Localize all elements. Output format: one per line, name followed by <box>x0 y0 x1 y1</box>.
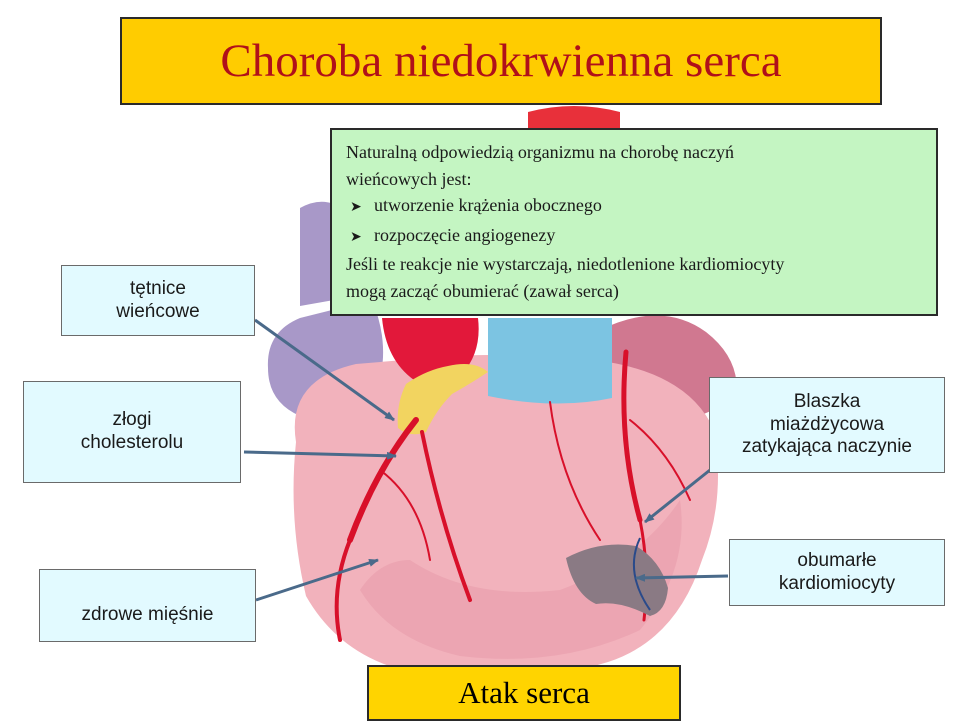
label-line: tętnice <box>130 277 186 299</box>
title-box <box>120 17 882 105</box>
label-line: obumarłe <box>797 549 877 571</box>
aorta <box>488 318 612 404</box>
label-healthy-muscle <box>39 569 256 642</box>
label-line: zdrowe mięśnie <box>81 604 214 626</box>
bullet-text: utworzenie krążenia obocznego <box>374 195 602 215</box>
label-line: kardiomiocyty <box>778 572 896 594</box>
label-line: zatykająca naczynie <box>741 436 913 458</box>
label-coronary-arteries <box>61 265 255 336</box>
slide-title: Choroba niedokrwienna serca <box>220 34 782 87</box>
label-line: cholesterolu <box>80 432 184 453</box>
info-line-2: wieńcowych jest: <box>346 168 472 189</box>
info-box <box>330 128 938 316</box>
label-line: miażdżycowa <box>769 413 885 435</box>
label-line: wieńcowe <box>116 300 200 322</box>
bullet-text: rozpoczęcie angiogenezy <box>374 224 556 245</box>
arrowhead-bullet-icon: ➤ <box>350 229 362 245</box>
heart-attack-box <box>367 665 681 721</box>
bullet-item <box>350 222 924 252</box>
label-atherosclerotic-plaque <box>709 377 945 473</box>
info-line-1: Naturalną odpowiedzią organizmu na chorobę naczyń <box>346 142 735 162</box>
heart-attack-label: Atak serca <box>458 675 590 710</box>
arrowhead-bullet-icon: ➤ <box>350 200 362 215</box>
bullet-item <box>350 192 924 222</box>
label-cholesterol-deposits <box>23 381 241 483</box>
left-atrium-upper <box>300 202 334 306</box>
info-line-3: Jeśli te reakcje nie wystarczają, niedotlenione kardiomiocyty <box>346 254 785 274</box>
info-line-4: mogą zacząć obumierać (zawał serca) <box>346 280 619 301</box>
label-line: złogi <box>112 409 152 431</box>
label-dead-cardiomyocytes <box>729 539 945 606</box>
arrow-dead <box>636 576 728 578</box>
label-line: Blaszka <box>793 390 861 412</box>
